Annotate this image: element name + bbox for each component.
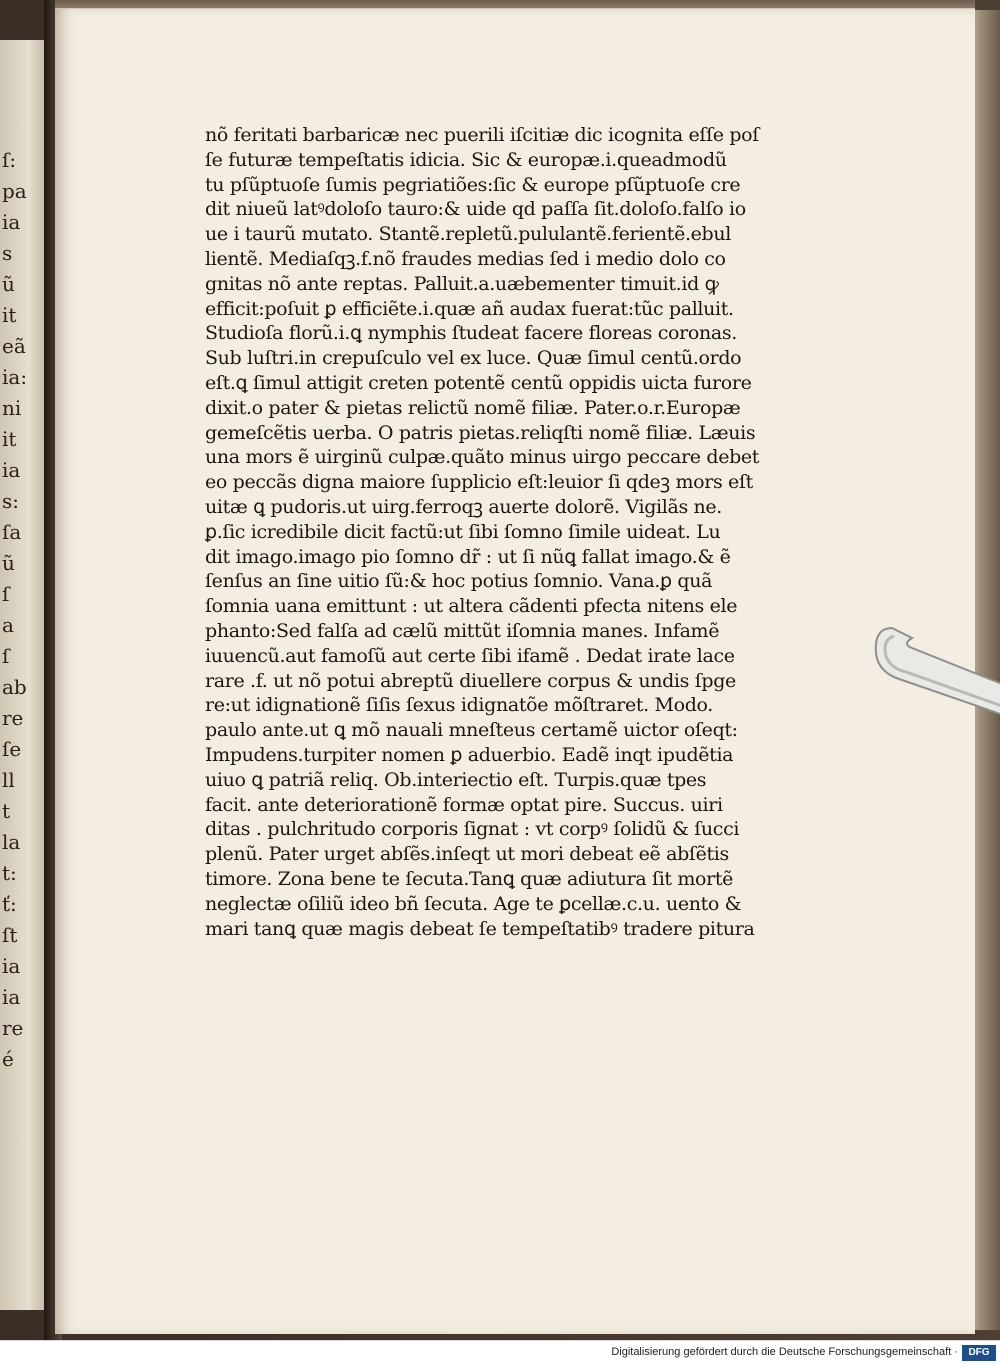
- text-line: Sub luſtri.in crepuſculo vel ex luce. Quæ ſimul centũ.ordo: [205, 347, 742, 370]
- facing-page-fragment: ia: [2, 458, 21, 482]
- text-line: ſomnia uana emittunt : ut altera cãdenti pfecta nitens ele: [205, 595, 738, 618]
- text-line: ditas . pulchritudo corporis ſignat : vt corpꝰ ſolidũ & ſucci: [205, 818, 740, 841]
- text-line: dit imago.imago pio ſomno dr̃ : ut ſi nũꝗ fallat imago.& ẽ: [205, 545, 731, 568]
- text-line: gnitas nõ ante reptas. Palluit.a.uæbementer timuit.id ꝙ: [205, 272, 719, 295]
- text-line: nõ feritati barbaricæ nec puerili iſcitiæ dic icognita eſſe poſ: [205, 124, 759, 146]
- facing-page-fragment: s: [2, 241, 13, 265]
- text-line: uitæ ꝗ pudoris.ut uirg.ferroqꝫ auerte dolorẽ. Vigilãs ne.: [205, 495, 723, 518]
- facing-page-fragment: ſ: [2, 644, 10, 668]
- text-line: iuuencũ.aut famoſũ aut certe ſibi ifamẽ . Dedat irate lace: [205, 644, 735, 667]
- text-line: plenũ. Pater urget abſẽs.inſeqt ut mori debeat eẽ abſẽtis: [205, 843, 729, 866]
- facing-page-fragment: ť:: [2, 892, 17, 916]
- text-line: rare .f. ut nõ potui abreptũ diuellere corpus & undis ſpge: [205, 669, 736, 692]
- text-line: dixit.o pater & pietas relictũ nomẽ filiæ. Pater.o.r.Europæ: [205, 396, 741, 419]
- text-line: timore. Zona bene te ſecuta.Tanꝗ quæ adiutura ſit mortẽ: [205, 867, 734, 890]
- text-line: Studioſa florũ.i.ꝗ nymphis ſtudeat facere floreas coronas.: [205, 322, 737, 345]
- text-line: facit. ante deteriorationẽ formæ optat pire. Succus. uiri: [205, 793, 723, 816]
- facing-page-fragment: ſt: [2, 923, 18, 947]
- text-line: lientẽ. Mediaſqꝫ.f.nõ fraudes medias ſed i medio dolo co: [205, 247, 726, 270]
- facing-page-fragment: ni: [2, 396, 22, 420]
- facing-page-fragment: ſe: [2, 737, 22, 761]
- text-line: phanto:Sed falſa ad cælũ mittũt iſomnia manes. Infamẽ: [205, 619, 720, 642]
- text-line: eſt.ꝗ ſimul attigit creten potentẽ centũ oppidis uicta furore: [205, 371, 752, 394]
- page-clip-icon: [872, 618, 1000, 728]
- text-line: ꝑ.ſic icredibile dicit factũ:ut ſibi ſomno ſimile uideat. Lu: [205, 520, 721, 543]
- printed-text-block: [205, 123, 775, 941]
- facing-page-fragment: ſa: [2, 520, 22, 544]
- facing-page-fragment: it: [2, 303, 17, 327]
- text-line: uiuo ꝗ patriã reliq. Ob.interiectio eſt. Turpis.quæ tpes: [205, 768, 707, 791]
- text-line: neglectæ oſiliũ ideo bñ ſecuta. Age te ꝑcellæ.c.u. uento &: [205, 892, 742, 915]
- facing-page-fragment: ab: [2, 675, 27, 699]
- facing-page-fragment: ũ: [2, 272, 15, 296]
- facing-page-fragment: eã: [2, 334, 26, 358]
- text-line: ue i taurũ mutato. Stantẽ.repletũ.pululantẽ.ferientẽ.ebul: [205, 223, 731, 246]
- facing-page-fragment: é: [2, 1047, 14, 1071]
- facing-page-fragment: a: [2, 613, 14, 637]
- footer-credit: Digitalisierung gefördert durch die Deutsche Forschungsgemeinschaft ·: [611, 1346, 958, 1358]
- text-line: ſe futuræ tempeſtatis idicia. Sic & europæ.i.queadmodũ: [205, 148, 727, 171]
- dfg-logo[interactable]: DFG: [962, 1345, 996, 1361]
- facing-page-fragment: pa: [2, 179, 27, 203]
- text-line: paulo ante.ut ꝗ mõ nauali mneſteus certamẽ uictor oſeqt:: [205, 719, 738, 742]
- text-line: gemeſcẽtis uerba. O patris pietas.reliqſti nomẽ filiæ. Læuis: [205, 421, 756, 444]
- footer-bar: [0, 1340, 1000, 1366]
- facing-page-fragment: ũ: [2, 551, 15, 575]
- facing-page-fragment: t: [2, 799, 11, 823]
- text-line: mari tanꝗ quæ magis debeat ſe tempeſtatibꝰ tradere pitura: [205, 917, 755, 940]
- text-line: re:ut idignationẽ ſiſis ſexus idignatõe mõſtraret. Modo.: [205, 694, 713, 717]
- facing-page-fragment: ll: [2, 768, 15, 792]
- facing-page-fragment: re: [2, 1016, 24, 1040]
- text-line: Impudens.turpiter nomen ꝑ aduerbio. Eadẽ inqt ipudẽtia: [205, 743, 734, 766]
- facing-page-fragment: ia: [2, 210, 21, 234]
- text-line: tu pſũptuoſe ſumis pegriatiões:ſic & europe pſũptuoſe cre: [205, 173, 741, 196]
- facing-page-fragment: ia: [2, 954, 21, 978]
- facing-page-fragment: ſ: [2, 582, 10, 606]
- facing-page-fragment: s:: [2, 489, 20, 513]
- facing-page-fragment: t:: [2, 861, 17, 885]
- facing-page-fragment: ſ:: [2, 148, 17, 172]
- text-line: efficit:poſuit ꝑ efficiẽte.i.quæ añ audax fuerat:tũc palluit.: [205, 297, 734, 320]
- text-line: eo peccãs digna maiore ſupplicio eſt:leuior ſi qdeꝫ mors eſt: [205, 471, 753, 494]
- facing-page-fragment: it: [2, 427, 17, 451]
- facing-page-fragment: ia: [2, 985, 21, 1009]
- facing-page-fragment: re: [2, 706, 24, 730]
- facing-page-fragment: ia:: [2, 365, 28, 389]
- text-line: una mors ẽ uirginũ culpæ.quãto minus uirgo peccare debet: [205, 446, 760, 469]
- facing-page-fragment: la: [2, 830, 21, 854]
- text-line: dit niueũ latꝰdoloſo tauro:& uide qd paſſa ſit.doloſo.falſo io: [205, 198, 746, 221]
- facing-page-edge: [0, 40, 50, 1310]
- text-line: ſenſus an ſine uitio ſũ:& hoc potius ſomnio. Vana.ꝑ quã: [205, 570, 713, 593]
